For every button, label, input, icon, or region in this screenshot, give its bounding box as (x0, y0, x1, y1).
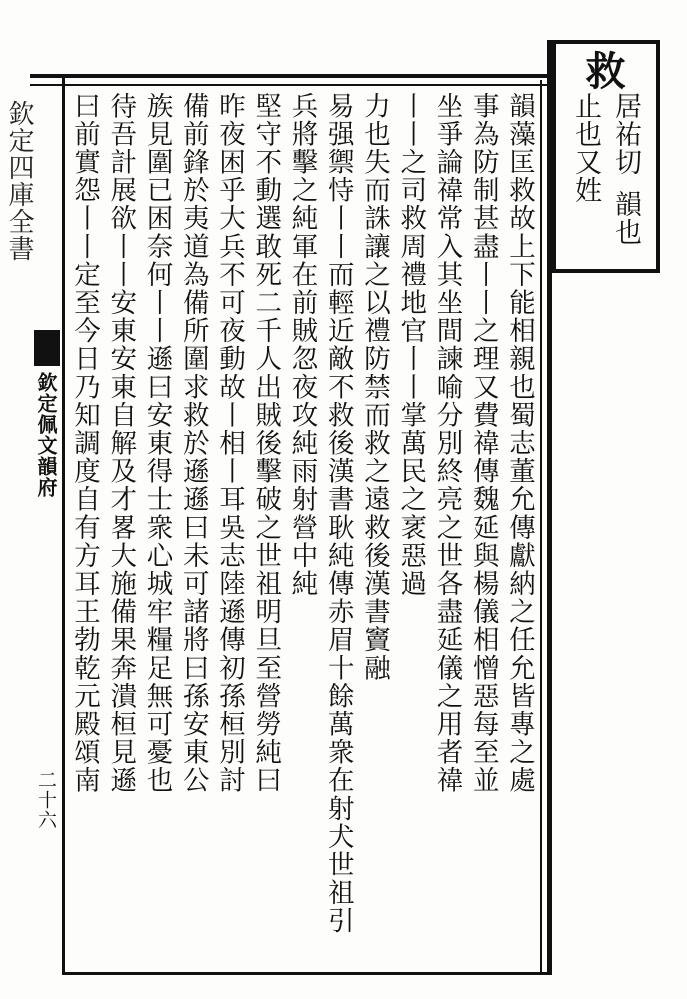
text-column-12: 待吾計展欲丨丨安東安東自解及才畧大施備果奔潰桓見遜 (105, 92, 137, 795)
text-column-10: 備前鋒於夷道為備所圍求救於遜遜曰未可諸將曰孫安東公 (177, 92, 209, 795)
top-frame-rule-inner (30, 84, 550, 86)
text-column-1: 韻藻匡救故上下能相親也蜀志董允傳獻納之任允皆專之處 (504, 92, 535, 795)
running-title: 欽定佩文韻府 (34, 372, 58, 498)
text-column-7: 兵將擊之純軍在前賊忽夜攻純雨射營中純 (286, 92, 318, 598)
page-number: 二十六 (35, 770, 57, 830)
head-rhyme-note: 韻也 (610, 190, 641, 246)
top-frame-rule (30, 74, 550, 78)
text-column-11: 族見圍已困奈何丨丨遜曰安東得士衆心城牢糧足無可憂也 (141, 92, 173, 795)
text-column-3: 坐爭論禕常入其坐間諫喻分別終亮之世各盡延儀之用者禕 (431, 92, 463, 795)
head-reading: 居祐切 (610, 92, 641, 176)
head-character: 救 (579, 50, 626, 92)
head-gloss: 止也又姓 (570, 92, 601, 204)
bottom-frame-rule (62, 972, 552, 975)
fish-tail-mark (34, 330, 60, 366)
text-column-2: 事為防制甚盡丨丨之理又費禕傳魏延與楊儀相憎惡每至並 (467, 92, 499, 795)
text-column-6: 易强禦恃丨丨而輕近敵不救後漢書耿純傳赤眉十餘萬衆在射犬世祖引 (322, 92, 354, 935)
text-column-8: 堅守不動選敢死二千人出賊後擊破之世祖明旦至營勞純曰 (250, 92, 282, 795)
text-column-13: 曰前實怨丨丨定至今日乃知調度自有方耳王勃乾元殿頌南 (69, 92, 100, 795)
margin-edge-fragment: 欽定四庫全書 (4, 100, 34, 262)
text-column-5: 力也失而誅讓之以禮防禁而救之遠救後漢書竇融 (359, 92, 390, 683)
text-column-4: 丨丨之司救周禮地官丨丨掌萬民之衺惡過 (395, 92, 427, 598)
right-frame-rule-inner (540, 80, 542, 975)
text-column-9: 昨夜困乎大兵不可夜動故丨相丨耳吳志陸遜傳初孫桓別討 (214, 92, 245, 795)
